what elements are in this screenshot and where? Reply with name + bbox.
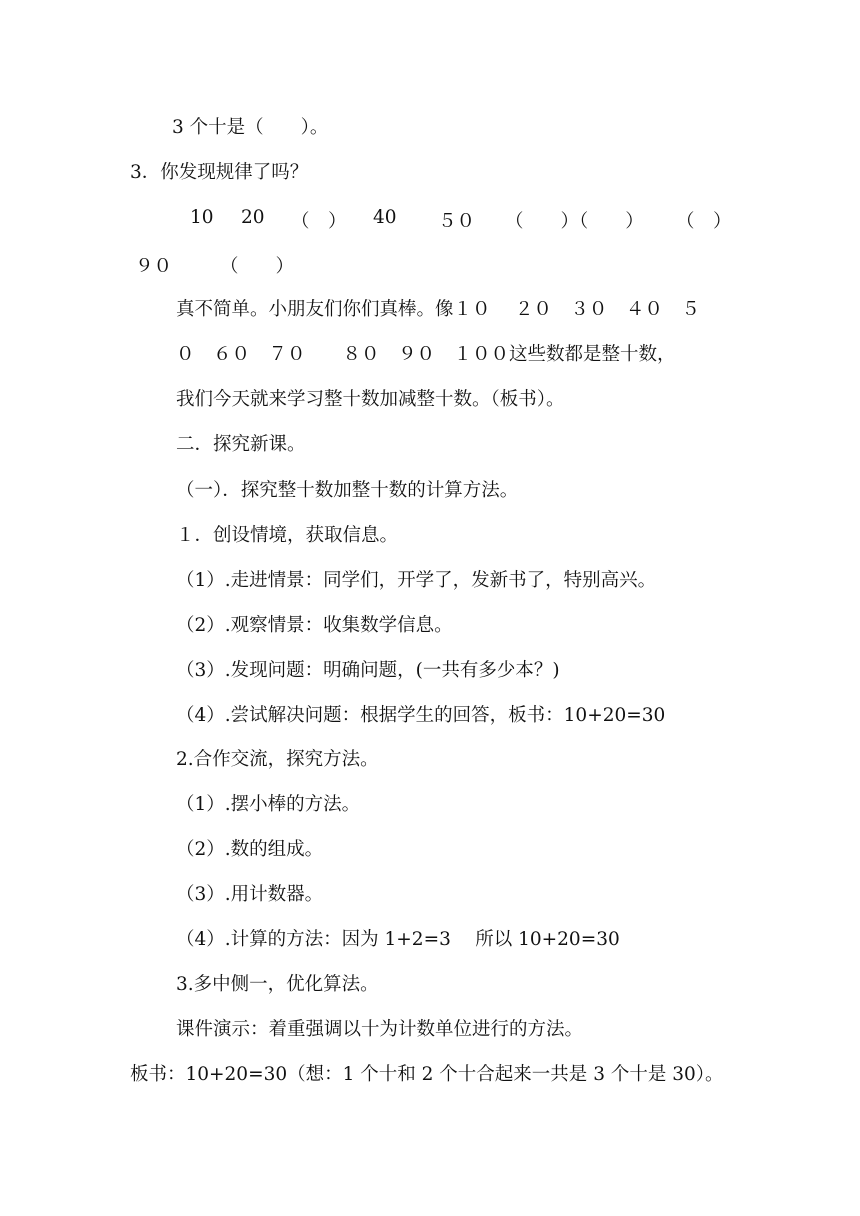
- list-item: （2）.观察情景：收集数学信息。: [176, 615, 453, 636]
- list-item: （2）.数的组成。: [176, 839, 324, 860]
- list-item: （4）.计算的方法：因为 1+2=3 所以 10+20=30: [176, 929, 620, 950]
- sequence-term: 40: [373, 207, 397, 228]
- sequence-term: 20: [241, 207, 265, 228]
- list-item: （3）.发现问题：明确问题，(一共有多少本？): [176, 660, 560, 681]
- step-heading: 2.合作交流，探究方法。: [176, 749, 379, 770]
- text-line: 真不简单。小朋友们你们真棒。像１０ ２０ ３０ ４０ ５: [176, 299, 700, 320]
- list-item: （1）.摆小棒的方法。: [176, 794, 361, 815]
- sequence-term: 10: [190, 207, 214, 228]
- subsection-heading: （一）．探究整十数加整十数的计算方法。: [176, 480, 519, 501]
- sequence-blank: （ ）: [291, 211, 347, 232]
- sequence-term: ９０: [135, 256, 173, 277]
- board-note: 板书：10+20=30（想：1 个十和 2 个十合起来一共是 3 个十是 30）。: [130, 1064, 724, 1085]
- question-heading: 3．你发现规律了吗？: [130, 162, 309, 183]
- sequence-term: ５０: [438, 211, 476, 232]
- sequence-blank: （ ）（ ）: [505, 211, 644, 232]
- text-line: 我们今天就来学习整十数加减整十数。（板书）。: [176, 389, 565, 410]
- step-heading: 3.多中侧一，优化算法。: [176, 974, 379, 995]
- list-item: （4）.尝试解决问题：根据学生的回答，板书：10+20=30: [176, 705, 666, 726]
- list-item: （3）.用计数器。: [176, 884, 324, 905]
- sequence-blank: （ ）: [220, 256, 295, 277]
- text-line: 3 个十是（ ）。: [172, 117, 329, 138]
- text-line: 课件演示：着重强调以十为计数单位进行的方法。: [176, 1019, 584, 1040]
- list-item: （1）.走进情景：同学们，开学了，发新书了，特别高兴。: [176, 570, 657, 591]
- step-heading: １．创设情境，获取信息。: [176, 525, 399, 546]
- text-line: ０ ６０ ７０ ８０ ９０ １００这些数都是整十数，: [176, 344, 676, 365]
- section-heading: 二．探究新课。: [176, 434, 306, 455]
- sequence-blank: （ ）: [676, 211, 732, 232]
